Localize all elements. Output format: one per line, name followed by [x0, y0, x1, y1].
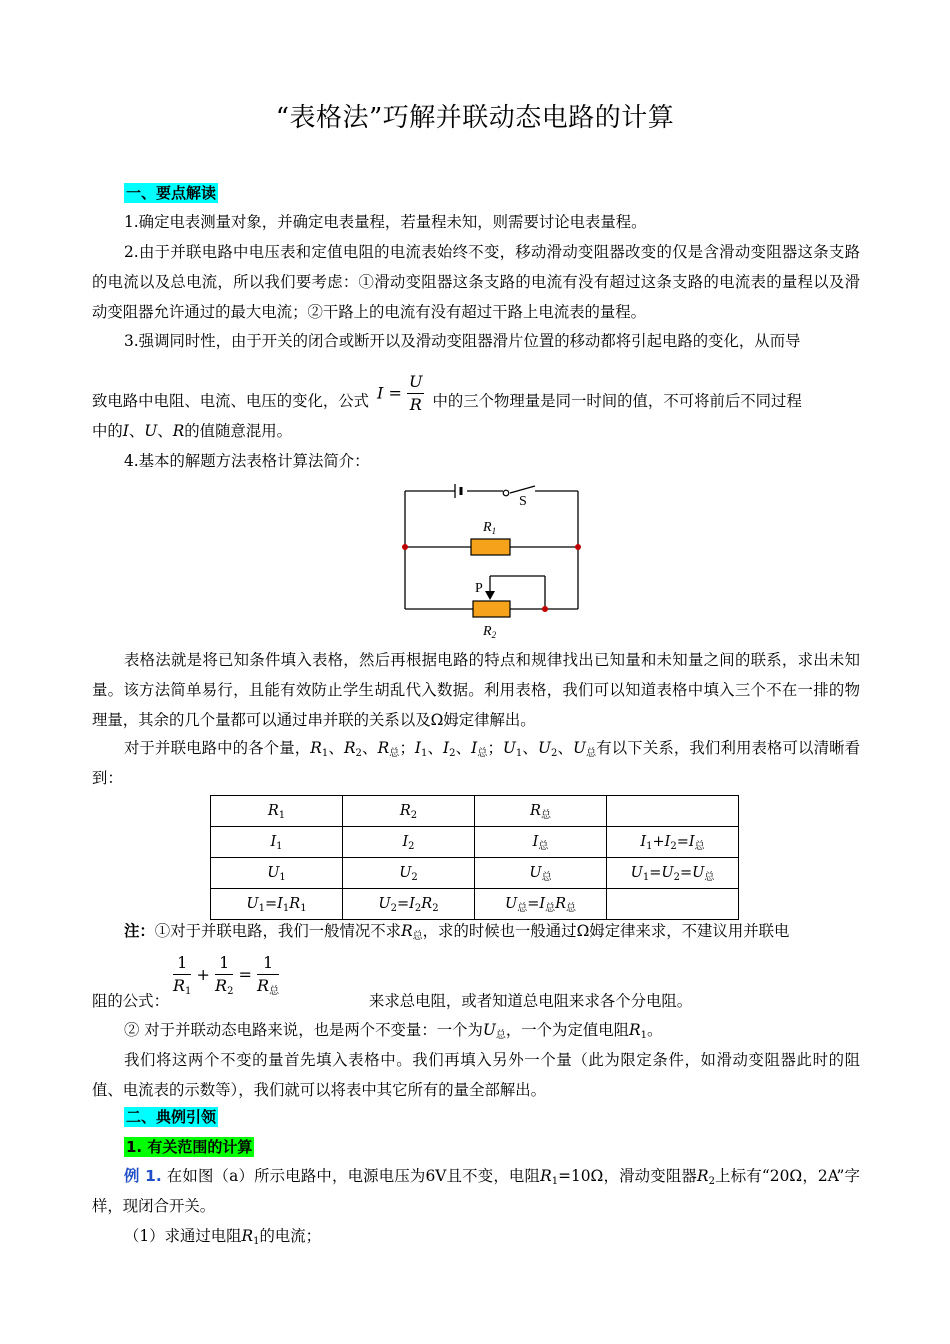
ohm-formula: I = $\frac{U}{R}$ — [377, 372, 423, 414]
table-row — [211, 858, 739, 889]
paragraph-1: 1.确定电表测量对象，并确定电表量程，若量程未知，则需要讨论电表量程。 — [124, 213, 647, 231]
paragraph-5: 表格法就是将已知条件填入表格，然后再根据电路的特点和规律找出已知量和未知量之间的联系，求出未知量。该方法简单易行，且能有效防止学生胡乱代入数据。利用表格，我们可以知道表格中填入三个不在一排的物理量，其余的几个量都可以通过串并联的关系以及Ω姆定律解出。 — [92, 651, 860, 729]
table-cell: $U_1=U_2=U_总$ — [607, 858, 739, 889]
table-cell: $I_1$ — [211, 827, 343, 858]
note-1: 注：①对于并联电路，我们一般情况不求$R_总$，求的时候也一般通过Ω姆定律来求，不建议用并联电 — [124, 922, 790, 942]
relation-table — [210, 795, 739, 920]
battery-icon — [455, 484, 461, 498]
paragraph-7: 我们将这两个不变的量首先填入表格中。我们再填入另外一个量（此为限定条件，如滑动变阻器此时的阻值、电流表的示数等），我们就可以将表中其它所有的量全部解出。 — [92, 1051, 860, 1099]
junction-dot — [575, 544, 581, 550]
junction-dot — [402, 544, 408, 550]
parallel-resistance-formula: $\frac{1}{R_1}$ + $\frac{1}{R_2}$ = $\frac{1}{R_总}$ — [173, 953, 280, 997]
paragraph-2: 2.由于并联电路中电压表和定值电阻的电流表始终不变，移动滑动变阻器改变的仅是含滑动变阻器这条支路的电流以及总电流，所以我们要考虑：①滑动变阻器这条支路的电流有没有超过这条支路的电流表的量程以及滑动变阻器允许通过的最大电流；②干路上的电流有没有超过干路上电流表的量程。 — [92, 243, 860, 321]
switch-label: S — [519, 494, 527, 509]
table-row — [211, 796, 739, 827]
table-cell: $U_2$ — [343, 858, 475, 889]
paragraph-3b: 致电路中电阻、电流、电压的变化，公式 I = $\frac{U}{R}$ 中的三个物理量是同一时间的值，不可将前后不同过程 — [92, 372, 802, 414]
table-cell: $R_1$ — [211, 796, 343, 827]
section-heading-2: 二、典例引领 — [126, 1108, 217, 1126]
table-cell — [607, 889, 739, 920]
slider-label: P — [475, 581, 483, 596]
table-cell: $U_总=I_总R_总$ — [475, 889, 607, 920]
table-row — [211, 827, 739, 858]
slider-arrow-icon — [485, 591, 495, 600]
question-1: （1）求通过电阻$R_1$的电流； — [124, 1227, 322, 1247]
r2-label: $R_2$ — [483, 624, 497, 640]
paragraph-3d: 中的I、U、R的值随意混用。 — [92, 422, 293, 440]
section-heading-1 — [92, 178, 860, 208]
table-cell: $U_1$ — [211, 858, 343, 889]
rheostat-r2-icon — [473, 601, 510, 617]
table-cell: $R_总$ — [475, 796, 607, 827]
paragraph-4: 4.基本的解题方法表格计算法简介： — [124, 452, 370, 470]
resistor-r1-icon — [471, 539, 510, 555]
table-cell: $I_总$ — [475, 827, 607, 858]
example-1: 例 1. 在如图（a）所示电路中，电源电压为6V且不变，电阻$R_1=10\Omega$，滑动变阻器$R_2$上标有“20Ω，2A”字样，现闭合开关。 — [92, 1167, 860, 1215]
table-cell: $U_总$ — [475, 858, 607, 889]
circuit-diagram — [395, 478, 595, 643]
switch-icon — [503, 490, 509, 496]
table-cell: $U_2=I_2R_2$ — [343, 889, 475, 920]
table-cell: $U_1=I_1R_1$ — [211, 889, 343, 920]
table-cell — [607, 796, 739, 827]
note-1-cont: 阻的公式： 来求总电阻，或者知道总电阻来求各个分电阻。 — [92, 992, 693, 1010]
junction-dot — [542, 606, 548, 612]
paragraph-3a: 3.强调同时性，由于开关的闭合或断开以及滑动变阻器滑片位置的移动都将引起电路的变化，从而导 — [124, 332, 801, 350]
subsection-heading-1: 1. 有关范围的计算 — [126, 1138, 253, 1156]
note-2: ② 对于并联动态电路来说，也是两个不变量：一个为$U_总$，一个为定值电阻$R_1$。 — [124, 1021, 663, 1041]
r1-label: $R_1$ — [483, 520, 497, 536]
table-cell: $R_2$ — [343, 796, 475, 827]
table-cell: $I_2$ — [343, 827, 475, 858]
page-title: “表格法”巧解并联动态电路的计算 — [275, 103, 675, 133]
section-heading-label: 一、要点解读 — [126, 184, 217, 202]
paragraph-6: 对于并联电路中的各个量，$R_1$、$R_2$、$R_总$；$I_1$、$I_2$、$I_总$；$U_1$、$U_2$、$U_总$有以下关系，我们利用表格可以清晰看到： — [92, 739, 861, 787]
example-label: 例 1. — [124, 1167, 162, 1185]
table-row — [211, 889, 739, 920]
table-cell: $I_1+I_2=I_总$ — [607, 827, 739, 858]
